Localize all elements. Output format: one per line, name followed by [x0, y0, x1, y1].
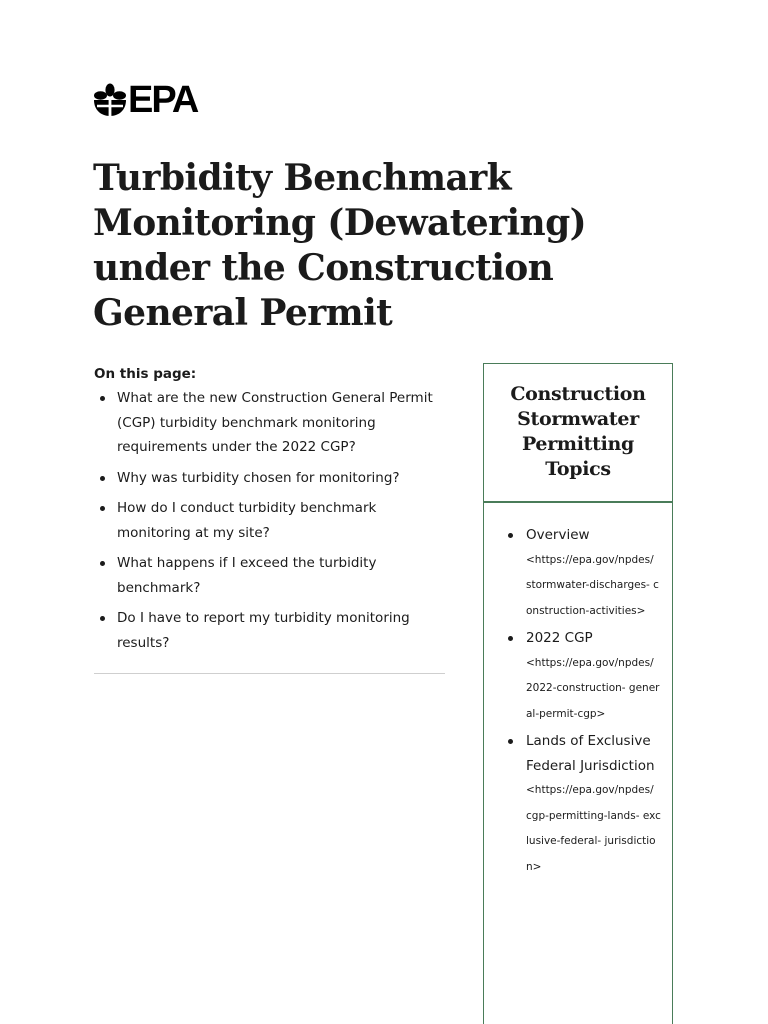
topic-list — [484, 503, 672, 880]
epa-logo-text: EPA — [128, 79, 198, 121]
topic-url: <https://epa.gov/npdes/ 2022-construction- general-permit-cgp> — [526, 656, 660, 720]
epa-flower-icon — [93, 83, 127, 117]
topic-url: <https://epa.gov/npdes/ stormwater-discharges- construction-activities> — [526, 553, 659, 617]
on-this-page-list — [94, 386, 439, 661]
section-divider — [94, 673, 445, 674]
on-this-page-item[interactable]: What happens if I exceed the turbidity benchmark? — [94, 551, 439, 600]
on-this-page-item[interactable]: Why was turbidity chosen for monitoring? — [94, 466, 439, 491]
topic-item-2022-cgp[interactable] — [484, 626, 672, 727]
on-this-page-heading: On this page: — [94, 366, 197, 382]
topic-item-overview[interactable] — [484, 523, 672, 624]
on-this-page-item[interactable]: How do I conduct turbidity benchmark monitoring at my site? — [94, 496, 439, 545]
topic-label[interactable]: Overview — [526, 527, 590, 543]
on-this-page-item[interactable]: Do I have to report my turbidity monitoring results? — [94, 606, 439, 655]
epa-logo — [93, 80, 197, 120]
topic-url: <https://epa.gov/npdes/ cgp-permitting-lands- exclusive-federal- jurisdiction> — [526, 784, 661, 873]
topic-label[interactable]: Lands of Exclusive Federal Jurisdiction — [526, 733, 655, 774]
topic-item-lands-federal[interactable] — [484, 729, 672, 880]
on-this-page-item[interactable]: What are the new Construction General Permit (CGP) turbidity benchmark monitoring requirements under the 2022 CGP? — [94, 386, 439, 460]
page-title: Turbidity Benchmark Monitoring (Dewatering) under the Construction General Permit — [93, 157, 587, 334]
topic-label[interactable]: 2022 CGP — [526, 630, 593, 646]
topics-sidebar — [483, 363, 673, 1024]
sidebar-header — [484, 364, 672, 503]
sidebar-title: Construction Stormwater Permitting Topics — [510, 383, 646, 480]
